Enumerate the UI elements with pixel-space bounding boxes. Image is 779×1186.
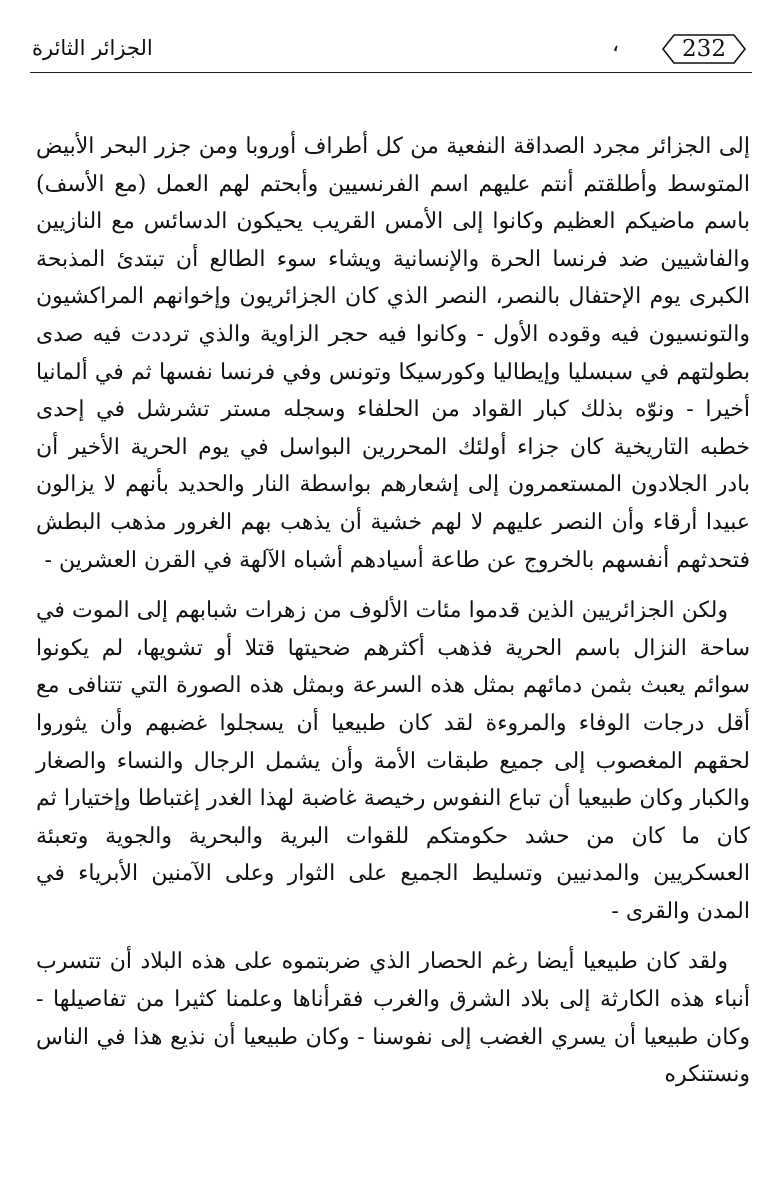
running-title: الجزائر الثائرة xyxy=(32,36,153,60)
paragraph-1: إلى الجزائر مجرد الصداقة النفعية من كل أطراف أوروبا ومن جزر البحر الأبيض المتوسط وأطلقتم أنتم عليهم اسم الفرنسيين وأبحتم لهم العمل (مع الأسف) باسم ماضيكم العظيم وكانوا إلى الأمس القريب يحيكون الدسائس مع النازيين والفاشيين ضد فرنسا الحرة والإنسانية ويشاء سوء الطالع أن تبتدئ المذبحة الكبرى يوم الإحتفال بالنصر، النصر الذي كان الجزائريون وإخوانهم المراكشيون والتونسيون فيه وقوده الأول - وكانوا فيه حجر الزاوية والذي ترددت فيه صدى بطولتهم في سبسليا وإيطاليا وكورسيكا وتونس وفي فرنسا نفسها ثم في ألمانيا أخيرا - ونوّه بذلك كبار القواد من الحلفاء وسجله مستر تشرشل في إحدى خطبه التاريخية كان جزاء أولئك المحررين البواسل في يوم الحرية الأخير أن بادر الجلادون المستعمرون إلى إشعارهم بواسطة النار والحديد بأنهم لا يزالون عبيدا أرقاء وأن النصر عليهم لا لهم خشية أن يذهب بهم الغرور مذهب البطش فتحدثهم أنفسهم بالخروج عن طاعة أسيادهم أشباه الآلهة في القرن العشرين - xyxy=(36,134,750,573)
page-number: 232 xyxy=(682,36,726,62)
page-number-badge xyxy=(662,34,746,64)
body-text xyxy=(36,128,750,1094)
page-header xyxy=(0,0,779,84)
paragraph-2: ولكن الجزائريين الذين قدموا مئات الألوف من زهرات شبابهم إلى الموت في ساحة النزال باسم الحرية فذهب أكثرهم ضحيتها قتلا أو تشويها، لم يكونوا سوائم يعبث بثمن دمائهم بمثل هذه السرعة وبمثل هذه الصورة التي تتنافى مع أقل درجات الوفاء والمروءة لقد كان طبيعيا أن يسجلوا غضبهم وأن يثوروا لحقهم المغصوب إلى جميع طبقات الأمة وأن يشمل الرجال والنساء والصغار والكبار وكان طبيعيا أن تباع النفوس رخيصة غاضبة لهذا الغدر إغتباطا وإختيارا ثم كان ما كان من حشد حكومتكم للقوات البرية والبحرية والجوية وتعبئة العسكريين والمدنيين وتسليط الجميع على الثوار وعلى الآمنين الأبرياء في المدن والقرى - xyxy=(36,598,750,924)
paragraph-3: ولقد كان طبيعيا أيضا رغم الحصار الذي ضربتموه على هذه البلاد أن تتسرب أنباء هذه الكارثة إلى بلاد الشرق والغرب فقرأناها وعلمنا كثيرا من تفاصيلها - وكان طبيعيا أن يسري الغضب إلى نفوسنا - وكان طبيعيا أن نذيع هذا في الناس ونستنكره xyxy=(36,949,750,1088)
header-rule xyxy=(30,72,752,73)
header-mark: ، xyxy=(612,32,620,57)
